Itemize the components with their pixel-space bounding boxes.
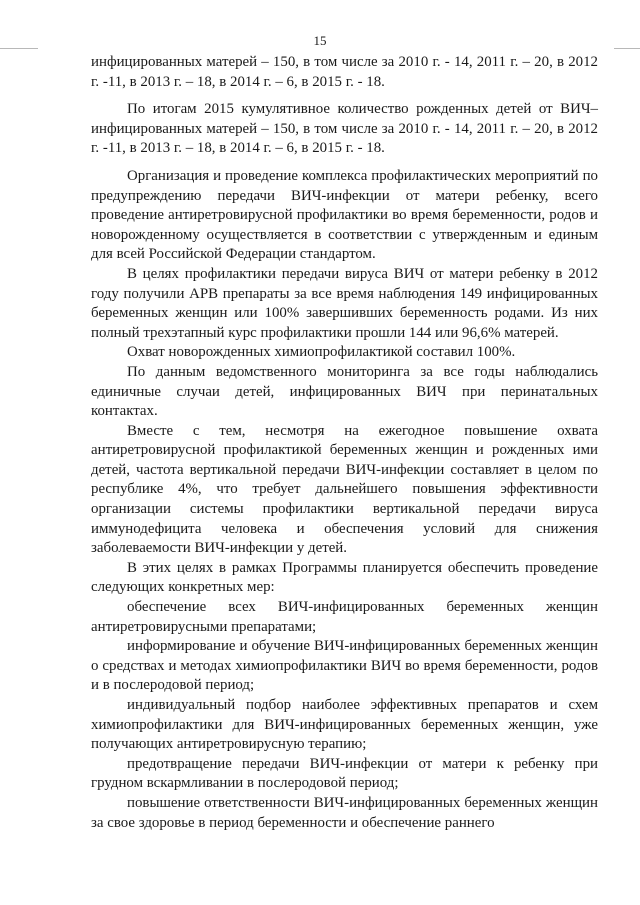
list-item-responsibility: повышение ответственности ВИЧ-инфицированных беременных женщин за свое здоровье в период беременности и обеспечение раннего [91,794,598,831]
list-item-individual-selection: индивидуальный подбор наиболее эффективных препаратов и схем химиопрофилактики для ВИЧ-инфицированных беременных женщин, уже получающих антиретровирусную терапию; [91,697,598,753]
paragraph-cumulative-count: По итогам 2015 кумулятивное количество рожденных детей от ВИЧ–инфицированных матерей – 150, в том числе за 2010 г. - 14, 2011 г. – 20, в 2012 г. -11, в 2013 г. – 18, в 2014 г. – 6, в 2015 г. - 18. [91,101,598,157]
list-item-education: информирование и обучение ВИЧ-инфицированных беременных женщин о средствах и методах химиопрофилактики ВИЧ во время беременности, родов и в послеродовой период; [91,638,598,694]
paragraph-prevention-organization: Организация и проведение комплекса профилактических мероприятий по предупреждению передачи ВИЧ-инфекции от матери ребенку, всего проведение антиретровирусной профилактики во время беременности, родов и новорожденному осуществляется в соответствии с утвержденным и единым для всей Российской Федерации стандартом. [91,167,598,263]
scan-edge-mark-right [614,48,640,49]
paragraph-arv-coverage: В целях профилактики передачи вируса ВИЧ от матери ребенку в 2012 году получили АРВ препараты за все время наблюдения 149 инфицированных беременных женщин или 100% завершивших беременность родами. Из них полный трехэтапный курс профилактики прошли 144 или 96,6% матерей. [91,265,598,341]
paragraph-continuation: инфицированных матерей – 150, в том числе за 2010 г. - 14, 2011 г. – 20, в 2012 г. -11, в 2013 г. – 18, в 2014 г. – 6, в 2015 г. - 18. [91,54,598,90]
document-body [91,53,598,833]
paragraph-vertical-transmission: Вместе с тем, несмотря на ежегодное повышение охвата антиретровирусной профилактикой беременных женщин и рожденных ими детей, частота вертикальной передачи ВИЧ-инфекции составляет в целом по республике 4%, что требует дальнейшего повышения эффективности организации системы профилактики вертикальной передачи вируса иммунодефицита человека и обеспечения условий для снижения заболеваемости ВИЧ-инфекции у детей. [91,422,598,557]
paragraph-newborn-coverage: Охват новорожденных химиопрофилактикой составил 100%. [127,344,516,361]
paragraph-program-measures: В этих целях в рамках Программы планируется обеспечить проведение следующих конкретных мер: [91,559,598,596]
scan-edge-mark-left [0,48,38,49]
paragraph-monitoring: По данным ведомственного мониторинга за все годы наблюдались единичные случаи детей, инфицированных ВИЧ при перинатальных контактах. [91,363,598,420]
list-item-arv-provision: обеспечение всех ВИЧ-инфицированных беременных женщин антиретровирусными препаратами; [91,599,598,635]
page-number: 15 [313,33,327,48]
list-item-breastfeeding-prevention: предотвращение передачи ВИЧ-инфекции от матери к ребенку при грудном вскармливании в послеродовой период; [91,755,598,792]
